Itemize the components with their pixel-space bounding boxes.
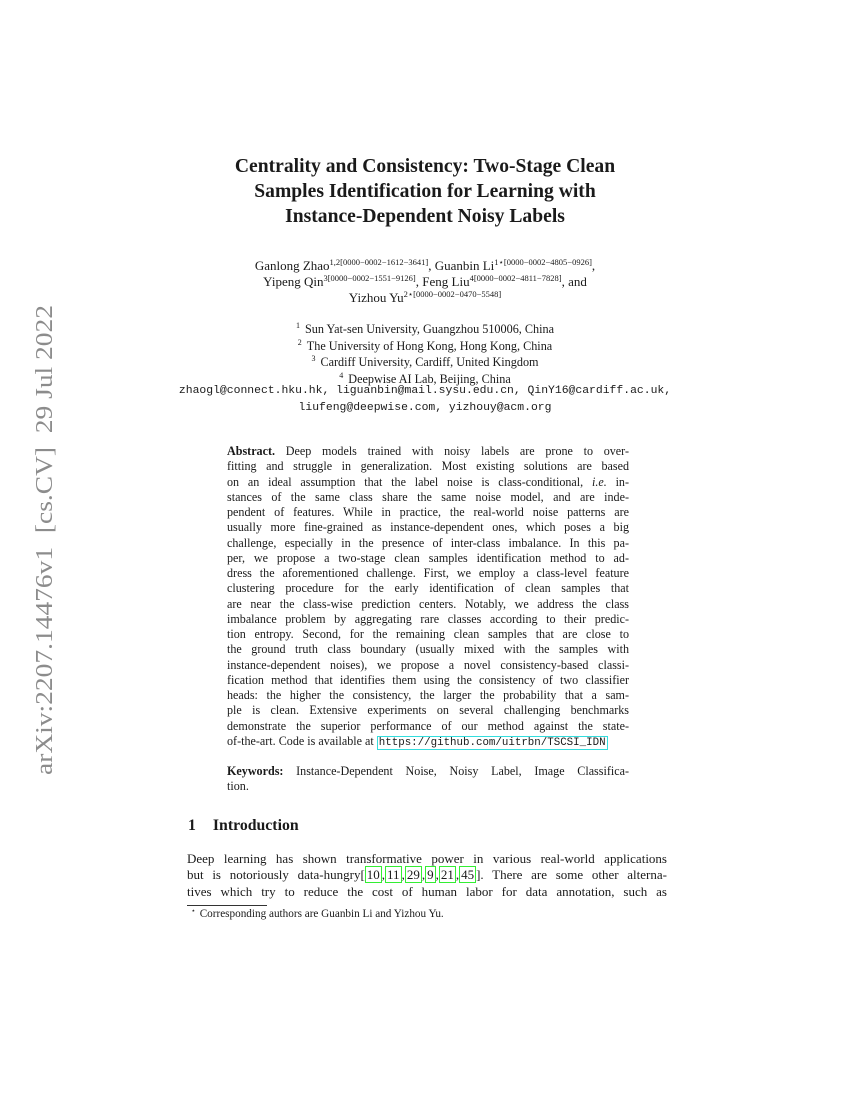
author-affiliation-orcid: 3[0000−0002−1551−9126] <box>323 273 416 283</box>
abstract-text: in- <box>615 474 629 489</box>
citation-link[interactable]: 21 <box>440 867 454 883</box>
citation-link[interactable]: 9 <box>427 867 434 883</box>
affiliation-number: 1 <box>295 321 300 330</box>
keywords-label: Keywords: <box>227 764 284 778</box>
section-number: 1 <box>188 817 196 834</box>
author-line <box>150 290 700 306</box>
email-line: liufeng@deepwise.com, yizhouy@acm.org <box>298 401 552 414</box>
keywords-line <box>227 764 629 779</box>
citation-link[interactable]: 45 <box>461 867 475 883</box>
citation-link[interactable]: 10 <box>366 867 380 883</box>
abstract-line <box>227 444 629 459</box>
abstract-line <box>227 475 629 490</box>
abstract-line: dress the aforementioned challenge. First, we employ a class-level feature <box>227 566 629 580</box>
affiliation-text: Sun Yat-sen University, Guangzhou 510006, China <box>304 322 555 336</box>
abstract-label: Abstract. <box>227 444 276 458</box>
footnote-mark: ⋆ <box>191 906 196 915</box>
abstract-line: challenge, especially in the presence of inter-class imbalance. In this pa- <box>227 535 629 550</box>
section-heading <box>188 817 299 835</box>
abstract-line <box>227 734 629 749</box>
author-affiliation-orcid: 1⋆[0000−0002−4805−0926] <box>494 257 592 267</box>
body-line: tives which try to reduce the cost of human labor for data annotation, such as <box>187 883 667 899</box>
affiliation-text: The University of Hong Kong, Hong Kong, China <box>306 338 553 353</box>
abstract-line: stances of the same class share the same noise model, and are inde- <box>227 489 629 504</box>
affiliation-number: 2 <box>297 337 302 347</box>
author-line <box>150 274 700 290</box>
arxiv-stamp <box>22 300 62 780</box>
section-title: Introduction <box>212 817 299 834</box>
affiliation-text: Cardiff University, Cardiff, United Kingdom <box>320 355 539 369</box>
citation-link[interactable]: 29 <box>406 867 420 883</box>
abstract <box>227 444 629 749</box>
author-affiliation-orcid: 4[0000−0002−4811−7828] <box>469 273 562 283</box>
author-separator: , <box>415 274 423 289</box>
abstract-line: fication method that identifies them using the consistency of two classifier <box>227 672 629 687</box>
email-list <box>150 383 700 416</box>
title-line: Samples Identification for Learning with <box>254 181 596 202</box>
body-line: Deep learning has shown transformative power in various real-world applications <box>187 851 667 866</box>
author-name: Yizhou Yu <box>348 290 404 305</box>
footnote-text: Corresponding authors are Guanbin Li and Yizhou Yu. <box>199 908 444 920</box>
abstract-line: imbalance problem by aggregating rare classes according to their predic- <box>227 611 629 626</box>
affiliation-number: 4 <box>339 370 344 380</box>
citation-group: [ 10 , 11 , 29 , 9 , 21 , 45 ] <box>360 867 481 883</box>
abstract-line: demonstrate the superior performance of our method against the state- <box>227 718 629 733</box>
abstract-text: of-the-art. Code is available at <box>227 733 374 748</box>
body-line <box>187 867 667 883</box>
abstract-line: usually more fine-grained as instance-dependent ones, which poses a big <box>227 520 629 535</box>
keywords <box>227 764 629 795</box>
body-text: . There are some other alterna- <box>480 867 667 883</box>
author-separator: , <box>591 258 596 273</box>
email-line: zhaogl@connect.hku.hk, liguanbin@mail.sysu.edu.cn, QinY16@cardiff.ac.uk, <box>178 385 672 397</box>
author-separator: , and <box>561 274 587 289</box>
paper-title <box>150 154 700 229</box>
affiliation <box>150 321 700 338</box>
abstract-text: on an ideal assumption that the label noise is class-conditional, <box>227 474 584 489</box>
abstract-line: are near the class-wise prediction centers. Notably, we address the class <box>227 596 629 611</box>
abstract-line: ple is clean. Extensive experiments on several challenging benchmarks <box>227 703 629 718</box>
affiliation <box>150 354 700 371</box>
title-line: Instance-Dependent Noisy Labels <box>285 206 565 227</box>
keywords-text: Instance-Dependent Noise, Noisy Label, Image Classifica- <box>296 764 629 778</box>
abstract-line: heads: the higher the consistency, the larger the probability that a sam- <box>227 688 629 702</box>
affiliation-number: 3 <box>311 354 316 363</box>
author-list <box>150 258 700 306</box>
affiliation-text: Deepwise AI Lab, Beijing, China <box>348 371 511 386</box>
abstract-line: the ground truth class boundary (usually mixed with the samples with <box>227 642 629 657</box>
author-name: Feng Liu <box>422 274 470 289</box>
introduction-text <box>187 851 667 900</box>
title-line: Centrality and Consistency: Two-Stage Clean <box>234 156 616 177</box>
abstract-line: clustering procedure for the early identification of clean samples that <box>227 581 629 596</box>
author-affiliation-orcid: 1,2[0000−0002−1612−3641] <box>329 257 429 267</box>
code-url-link[interactable]: https://github.com/uitrbn/TSCSI_IDN <box>378 736 606 749</box>
affiliation-list <box>150 321 700 387</box>
citation-link[interactable]: 11 <box>387 867 400 883</box>
abstract-emphasis: i.e. <box>591 474 607 489</box>
author-name: Guanbin Li <box>434 258 495 273</box>
author-name: Yipeng Qin <box>263 274 324 289</box>
abstract-text: Deep models trained with noisy labels are prone to over- <box>285 444 629 458</box>
footnote-rule <box>187 905 267 906</box>
body-text: but is notoriously data-hungry <box>187 867 361 883</box>
author-separator: , <box>428 258 435 273</box>
abstract-line: pendent of features. While in practice, the real-world noise patterns are <box>227 505 629 519</box>
author-line <box>150 258 700 274</box>
affiliation <box>150 338 700 355</box>
abstract-line: tion entropy. Second, for the remaining clean samples that are close to <box>227 627 629 641</box>
arxiv-identifier: arXiv:2207.14476v1 [cs.CV] 29 Jul 2022 <box>31 355 58 775</box>
author-name: Ganlong Zhao <box>254 258 330 273</box>
footnote <box>191 908 444 920</box>
author-affiliation-orcid: 2⋆[0000−0002−0470−5548] <box>403 289 502 299</box>
abstract-line: fitting and struggle in generalization. Most existing solutions are based <box>227 459 629 474</box>
keywords-line: tion. <box>227 779 249 794</box>
abstract-line: per, we propose a two-stage clean samples identification method to ad- <box>227 550 629 565</box>
abstract-line: instance-dependent noises), we propose a novel consistency-based classi- <box>227 657 629 672</box>
